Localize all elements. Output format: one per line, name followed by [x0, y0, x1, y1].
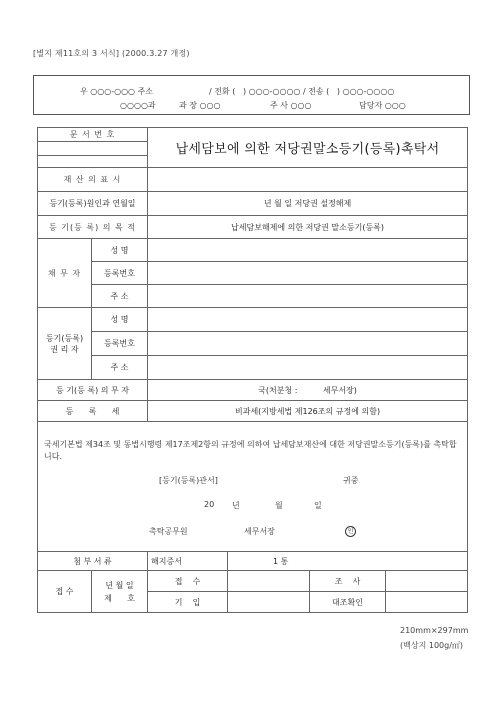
respectfully-to: 귀중: [343, 476, 359, 485]
cause-date-label: 등기(등록)원인과 연월일: [38, 192, 148, 216]
tax-office-head: 세무서장: [244, 527, 275, 536]
date-year-unit: 년: [232, 501, 240, 510]
doc-number-label: 문 서 번 호: [38, 128, 148, 142]
entry-column-value: [228, 592, 310, 613]
property-label: 재 산 의 표 시: [38, 168, 148, 192]
obligor-value: 국(처분청 : 세무서장): [148, 380, 468, 401]
entry-column-label: 기 입: [148, 592, 228, 613]
debtor-address-label: 주 소: [92, 285, 148, 308]
attachments-count: 1 통: [228, 552, 468, 571]
rightholder-name-value: [148, 308, 468, 332]
rightholder-regnum-value: [148, 332, 468, 356]
rightholder-name-label: 성 명: [92, 308, 148, 332]
official-seal-mark: 인: [345, 526, 356, 537]
receipt-date-number: [92, 571, 148, 613]
registration-tax-value: 비과세(지방세법 제126조의 규정에 의함): [148, 401, 468, 422]
person-in-charge: 담당자 ○○○: [359, 101, 406, 110]
rightholder-label: [38, 308, 92, 380]
receipt-ymd-label: 년 월 일: [105, 580, 134, 590]
debtor-label: 채 무 자: [38, 239, 92, 308]
property-value: [148, 168, 468, 192]
doc-number-blank: [38, 156, 148, 168]
commission-body: [38, 422, 468, 552]
date-year: 20: [204, 500, 215, 509]
rightholder-label-line2: 권 리 자: [50, 344, 79, 354]
inspection-column-value: [386, 571, 468, 592]
debtor-name-label: 성 명: [92, 239, 148, 262]
commissioning-official-label: 촉탁공무원: [149, 527, 188, 536]
obligor-label: 등 기(등 록) 의 무 자: [38, 380, 148, 401]
paper-size-note: 210mm×297mm: [400, 626, 469, 635]
inspection-column-label: 조 사: [310, 571, 386, 592]
document-title: 납세담보에 의한 저당권말소등기(등록)촉탁서: [148, 128, 468, 168]
debtor-address-value: [148, 285, 468, 308]
registration-tax-label: 등 록 세: [38, 401, 148, 422]
cause-date-value: 년 월 일 저당권 설정해제: [148, 192, 468, 216]
debtor-regnum-label: 등록번호: [92, 262, 148, 285]
section-chief: 과 장 ○○○: [179, 101, 221, 110]
assistant-officer: 주 사 ○○○: [270, 101, 312, 110]
phone-fax: / 전화 ( ) ○○○-○○○○ / 전송 ( ) ○○○-○○○○: [209, 87, 395, 96]
rightholder-address-value: [148, 356, 468, 380]
doc-number-value: [38, 142, 148, 156]
crosscheck-column-value: [386, 592, 468, 613]
attachments-value: 해지증서: [148, 552, 228, 571]
debtor-name-value: [148, 239, 468, 262]
paper-type-note: (백상지 100g/㎡): [400, 641, 464, 650]
date-month: 월: [275, 501, 283, 510]
rightholder-address-label: 주 소: [92, 356, 148, 380]
sender-address-box: [33, 75, 470, 115]
department-name: ○○○○과: [120, 101, 156, 110]
receipt-column-label: 접 수: [148, 571, 228, 592]
postal-address: 우 ○○○-○○○ 주소: [80, 87, 154, 96]
date-day: 일: [314, 501, 322, 510]
receipt-column-value: [228, 571, 310, 592]
form-number-caption: [별지 제11호의 3 서식] (2000.3.27 개정): [33, 49, 190, 58]
registry-office-label: [등기(등록)관서]: [159, 476, 218, 485]
commission-form-table: [37, 127, 468, 613]
rightholder-label-line1: 등기(등록): [45, 333, 84, 343]
purpose-value: 납세담보해제에 의한 저당권 말소등기(등록): [148, 216, 468, 239]
purpose-label: 등 기(등 록) 의 목 적: [38, 216, 148, 239]
attachments-label: 첨 부 서 류: [38, 552, 148, 571]
commission-statement: 국세기본법 제34조 및 동법시행령 제17조제2항의 규정에 의하여 납세담보재산에 대한 저당권말소등기(등록)를 촉탁합니다.: [44, 440, 457, 461]
crosscheck-column-label: 대조확인: [310, 592, 386, 613]
rightholder-regnum-label: 등록번호: [92, 332, 148, 356]
receipt-label: 접 수: [38, 571, 92, 613]
receipt-number-label: 제 호: [104, 593, 135, 603]
debtor-regnum-value: [148, 262, 468, 285]
